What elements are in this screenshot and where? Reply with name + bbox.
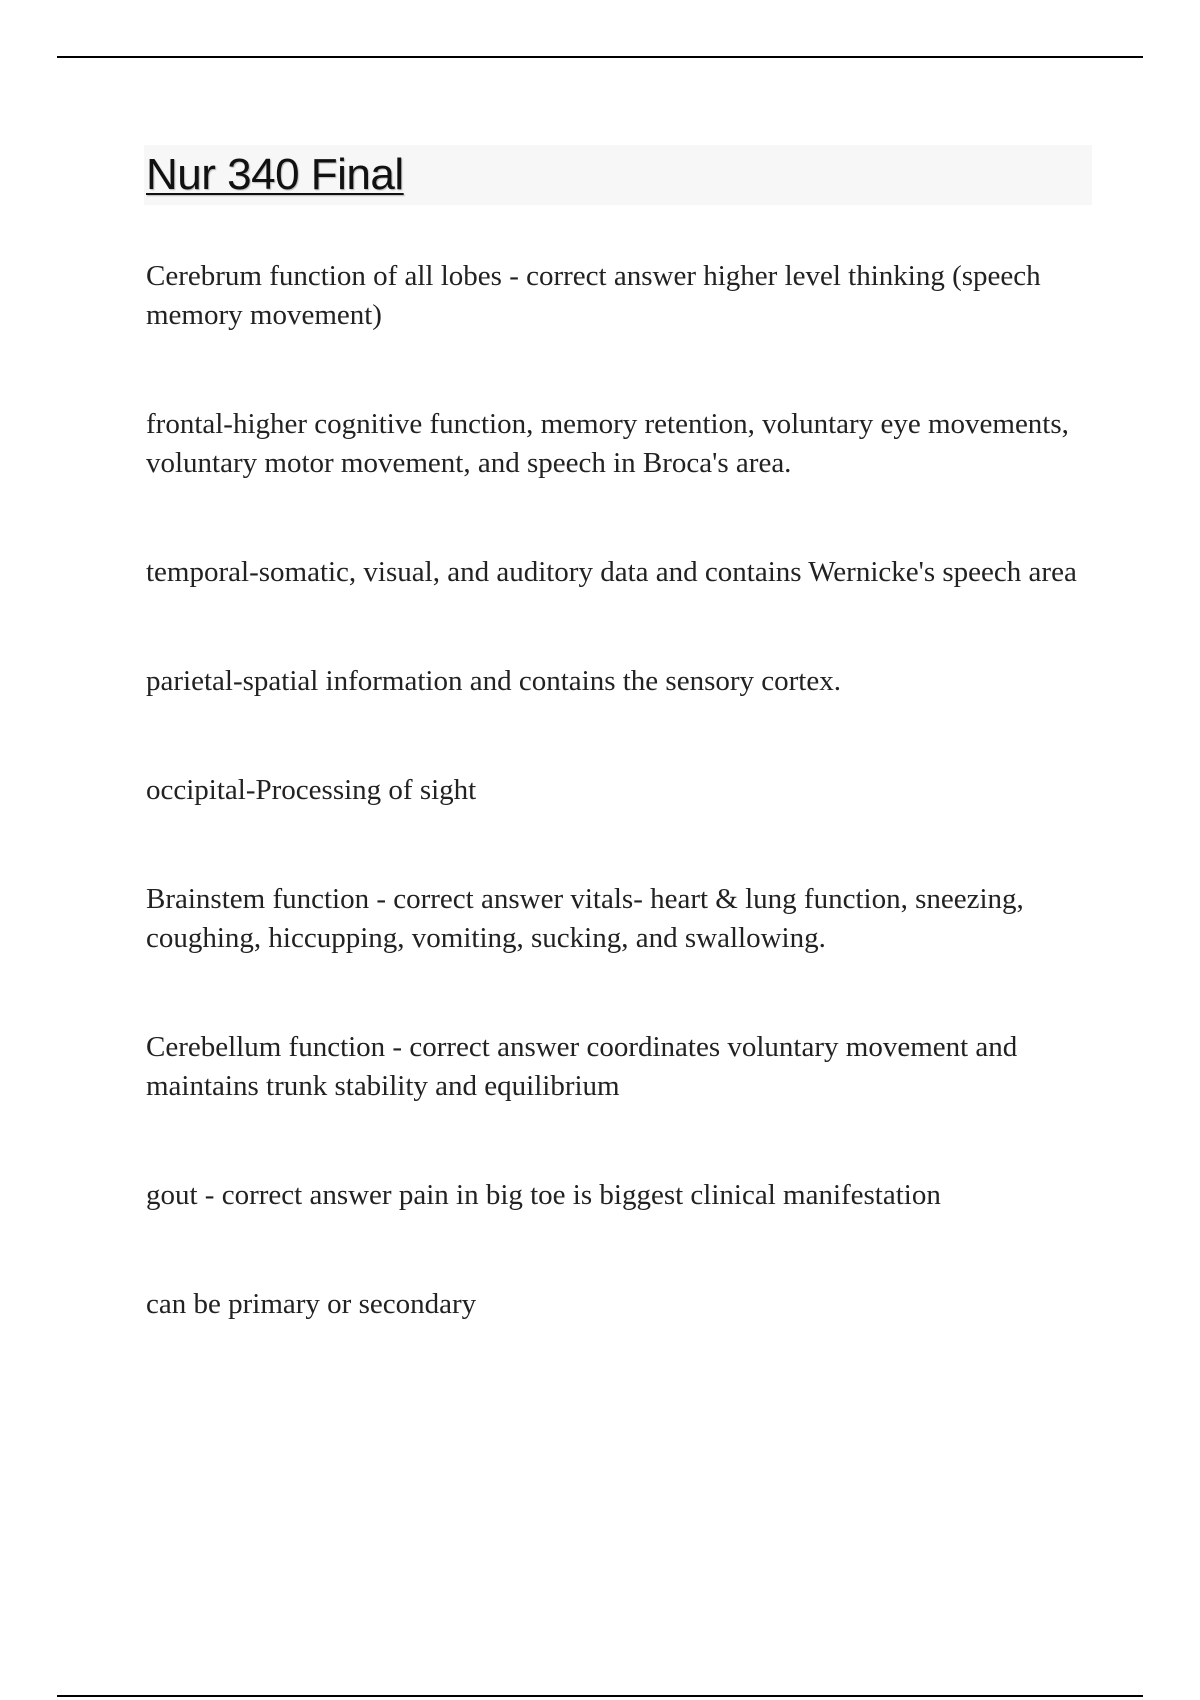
paragraph-parietal: parietal-spatial information and contains the sensory cortex. [146, 665, 841, 697]
bottom-divider [57, 1695, 1143, 1697]
paragraph-gout: gout - correct answer pain in big toe is biggest clinical manifestation [146, 1179, 941, 1211]
paragraph-brainstem: Brainstem function - correct answer vitals- heart & lung function, sneezing, coughing, hiccupping, vomiting, sucking, and swallowing. [146, 883, 1024, 954]
paragraph-temporal: temporal-somatic, visual, and auditory data and contains Wernicke's speech area [146, 556, 1077, 588]
paragraph-gout-type: can be primary or secondary [146, 1288, 477, 1320]
document-title: Nur 340 Final [146, 150, 404, 199]
paragraph-cerebrum: Cerebrum function of all lobes - correct answer higher level thinking (speech memory movement) [146, 260, 1041, 331]
paragraph-frontal: frontal-higher cognitive function, memory retention, voluntary eye movements, voluntary motor movement, and speech in Broca's area. [146, 408, 1069, 479]
document-body [146, 257, 1096, 1394]
paragraph-cerebellum: Cerebellum function - correct answer coordinates voluntary movement and maintains trunk stability and equilibrium [146, 1031, 1018, 1102]
paragraph-occipital: occipital-Processing of sight [146, 774, 477, 806]
top-divider [57, 56, 1143, 58]
